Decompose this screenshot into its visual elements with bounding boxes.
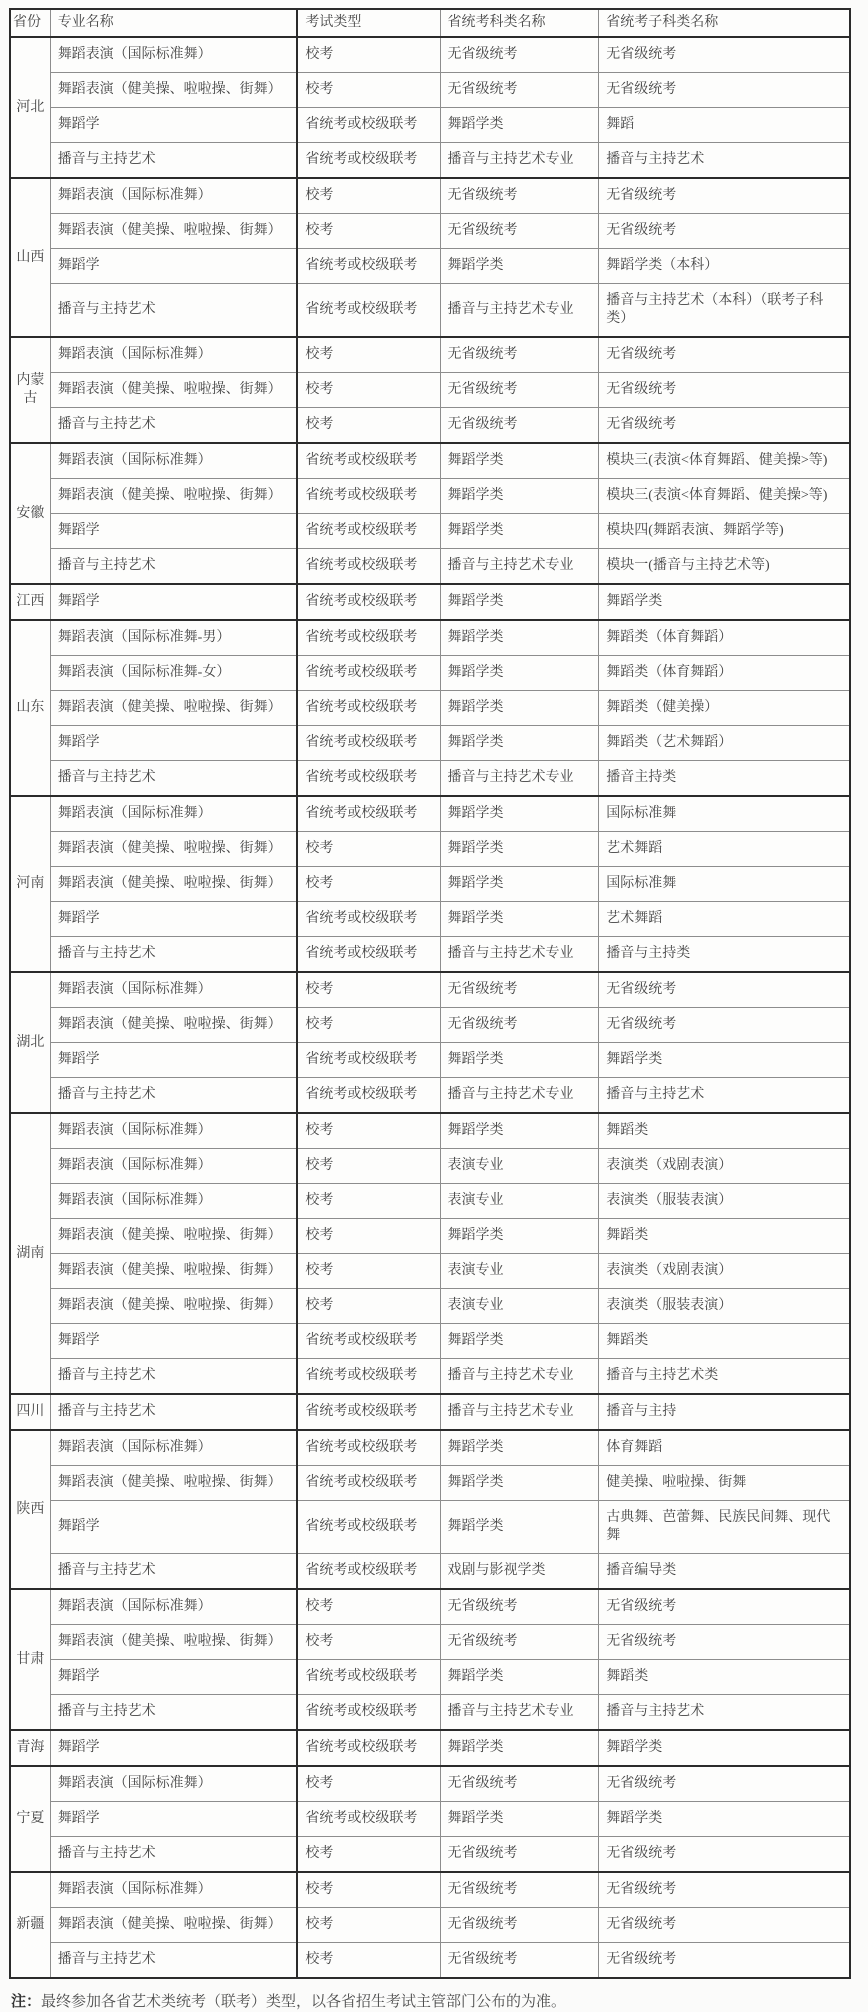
cell-exam-type: 省统考或校级联考 <box>297 249 440 284</box>
cell-category: 表演专业 <box>440 1184 599 1219</box>
cell-exam-type: 省统考或校级联考 <box>297 656 440 691</box>
cell-exam-type: 校考 <box>297 1943 440 1979</box>
cell-exam-type: 校考 <box>297 178 440 214</box>
cell-major: 舞蹈表演（国际标准舞） <box>50 337 297 373</box>
table-row <box>10 1219 850 1254</box>
cell-exam-type: 省统考或校级联考 <box>297 1802 440 1837</box>
cell-major: 舞蹈表演（健美操、啦啦操、街舞） <box>50 1219 297 1254</box>
cell-exam-type: 校考 <box>297 972 440 1008</box>
cell-subcategory: 播音与主持艺术 <box>599 1695 850 1731</box>
cell-exam-type: 省统考或校级联考 <box>297 514 440 549</box>
cell-major: 播音与主持艺术 <box>50 1394 297 1430</box>
cell-exam-type: 校考 <box>297 1184 440 1219</box>
cell-exam-type: 校考 <box>297 1113 440 1149</box>
cell-exam-type: 省统考或校级联考 <box>297 143 440 179</box>
table-row <box>10 284 850 338</box>
cell-category: 无省级统考 <box>440 337 599 373</box>
cell-subcategory: 舞蹈类（体育舞蹈） <box>599 620 850 656</box>
footnote-label: 注： <box>11 1994 42 2010</box>
cell-major: 舞蹈表演（国际标准舞） <box>50 1430 297 1466</box>
exam-category-table <box>9 8 851 1979</box>
table-row <box>10 337 850 373</box>
cell-major: 舞蹈表演（健美操、啦啦操、街舞） <box>50 1908 297 1943</box>
table-row <box>10 1872 850 1908</box>
table-row <box>10 1078 850 1114</box>
cell-exam-type: 校考 <box>297 1254 440 1289</box>
cell-category: 播音与主持艺术专业 <box>440 143 599 179</box>
province-cell: 宁夏 <box>10 1766 50 1872</box>
table-row <box>10 1625 850 1660</box>
cell-major: 舞蹈学 <box>50 1043 297 1078</box>
cell-exam-type: 校考 <box>297 1289 440 1324</box>
cell-exam-type: 校考 <box>297 1625 440 1660</box>
table-row <box>10 1554 850 1590</box>
column-header: 考试类型 <box>297 9 440 37</box>
cell-subcategory: 表演类（戏剧表演） <box>599 1149 850 1184</box>
cell-category: 舞蹈学类 <box>440 1466 599 1501</box>
table-row <box>10 479 850 514</box>
cell-major: 舞蹈表演（国际标准舞） <box>50 1184 297 1219</box>
cell-category: 无省级统考 <box>440 1943 599 1979</box>
cell-subcategory: 无省级统考 <box>599 337 850 373</box>
cell-category: 舞蹈学类 <box>440 1802 599 1837</box>
cell-subcategory: 播音主持类 <box>599 761 850 797</box>
cell-subcategory: 播音与主持艺术 <box>599 143 850 179</box>
table-row <box>10 1501 850 1554</box>
column-header: 省统考子科类名称 <box>599 9 850 37</box>
cell-major: 舞蹈表演（国际标准舞） <box>50 443 297 479</box>
cell-category: 舞蹈学类 <box>440 726 599 761</box>
cell-category: 舞蹈学类 <box>440 620 599 656</box>
table-row <box>10 1837 850 1873</box>
cell-subcategory: 无省级统考 <box>599 37 850 73</box>
cell-subcategory: 无省级统考 <box>599 214 850 249</box>
table-row <box>10 108 850 143</box>
cell-subcategory: 表演类（服装表演） <box>599 1184 850 1219</box>
cell-exam-type: 省统考或校级联考 <box>297 620 440 656</box>
cell-subcategory: 无省级统考 <box>599 1008 850 1043</box>
cell-category: 舞蹈学类 <box>440 867 599 902</box>
cell-category: 无省级统考 <box>440 1008 599 1043</box>
cell-exam-type: 省统考或校级联考 <box>297 902 440 937</box>
cell-category: 播音与主持艺术专业 <box>440 549 599 585</box>
province-cell: 湖北 <box>10 972 50 1113</box>
cell-subcategory: 舞蹈学类 <box>599 1730 850 1766</box>
cell-exam-type: 省统考或校级联考 <box>297 1078 440 1114</box>
cell-category: 舞蹈学类 <box>440 832 599 867</box>
cell-exam-type: 省统考或校级联考 <box>297 726 440 761</box>
cell-subcategory: 无省级统考 <box>599 408 850 444</box>
cell-category: 舞蹈学类 <box>440 1113 599 1149</box>
cell-major: 舞蹈表演（国际标准舞-男） <box>50 620 297 656</box>
cell-category: 无省级统考 <box>440 972 599 1008</box>
cell-major: 舞蹈表演（健美操、啦啦操、街舞） <box>50 1466 297 1501</box>
cell-subcategory: 舞蹈类（艺术舞蹈） <box>599 726 850 761</box>
cell-category: 无省级统考 <box>440 408 599 444</box>
cell-category: 无省级统考 <box>440 73 599 108</box>
table-row <box>10 1430 850 1466</box>
cell-subcategory: 表演类（服装表演） <box>599 1289 850 1324</box>
cell-subcategory: 舞蹈类（体育舞蹈） <box>599 656 850 691</box>
cell-category: 播音与主持艺术专业 <box>440 1078 599 1114</box>
table-row <box>10 1008 850 1043</box>
cell-major: 播音与主持艺术 <box>50 1078 297 1114</box>
cell-subcategory: 健美操、啦啦操、街舞 <box>599 1466 850 1501</box>
cell-major: 舞蹈学 <box>50 726 297 761</box>
cell-major: 舞蹈表演（健美操、啦啦操、街舞） <box>50 479 297 514</box>
cell-category: 无省级统考 <box>440 1766 599 1802</box>
cell-major: 舞蹈表演（健美操、啦啦操、街舞） <box>50 1254 297 1289</box>
cell-category: 播音与主持艺术专业 <box>440 761 599 797</box>
cell-category: 表演专业 <box>440 1149 599 1184</box>
cell-major: 播音与主持艺术 <box>50 1837 297 1873</box>
cell-major: 舞蹈表演（健美操、啦啦操、街舞） <box>50 1625 297 1660</box>
cell-major: 舞蹈表演（国际标准舞） <box>50 972 297 1008</box>
cell-subcategory: 舞蹈类 <box>599 1113 850 1149</box>
cell-exam-type: 校考 <box>297 1837 440 1873</box>
cell-subcategory: 播音与主持艺术类 <box>599 1359 850 1395</box>
cell-subcategory: 艺术舞蹈 <box>599 832 850 867</box>
cell-exam-type: 省统考或校级联考 <box>297 1660 440 1695</box>
cell-exam-type: 省统考或校级联考 <box>297 691 440 726</box>
cell-exam-type: 校考 <box>297 1149 440 1184</box>
cell-exam-type: 省统考或校级联考 <box>297 584 440 620</box>
province-cell: 河北 <box>10 37 50 178</box>
column-header: 省统考科类名称 <box>440 9 599 37</box>
cell-major: 播音与主持艺术 <box>50 1359 297 1395</box>
table-row <box>10 73 850 108</box>
cell-major: 舞蹈表演（健美操、啦啦操、街舞） <box>50 867 297 902</box>
cell-major: 播音与主持艺术 <box>50 549 297 585</box>
cell-category: 播音与主持艺术专业 <box>440 1695 599 1731</box>
cell-subcategory: 播音与主持类 <box>599 937 850 973</box>
table-row <box>10 1359 850 1395</box>
cell-major: 舞蹈学 <box>50 1324 297 1359</box>
cell-subcategory: 国际标准舞 <box>599 796 850 832</box>
table-row <box>10 937 850 973</box>
table-row <box>10 1589 850 1625</box>
table-row <box>10 249 850 284</box>
cell-exam-type: 校考 <box>297 867 440 902</box>
cell-category: 无省级统考 <box>440 214 599 249</box>
cell-major: 播音与主持艺术 <box>50 284 297 338</box>
cell-major: 舞蹈学 <box>50 108 297 143</box>
cell-exam-type: 校考 <box>297 373 440 408</box>
cell-category: 舞蹈学类 <box>440 108 599 143</box>
cell-exam-type: 省统考或校级联考 <box>297 443 440 479</box>
cell-major: 舞蹈学 <box>50 514 297 549</box>
cell-major: 舞蹈表演（国际标准舞） <box>50 796 297 832</box>
cell-category: 舞蹈学类 <box>440 1324 599 1359</box>
cell-exam-type: 校考 <box>297 1872 440 1908</box>
cell-exam-type: 校考 <box>297 408 440 444</box>
cell-subcategory: 无省级统考 <box>599 1625 850 1660</box>
cell-subcategory: 舞蹈学类（本科） <box>599 249 850 284</box>
cell-major: 舞蹈表演（健美操、啦啦操、街舞） <box>50 73 297 108</box>
cell-major: 舞蹈表演（国际标准舞） <box>50 1113 297 1149</box>
cell-exam-type: 校考 <box>297 1219 440 1254</box>
cell-category: 无省级统考 <box>440 1625 599 1660</box>
cell-exam-type: 省统考或校级联考 <box>297 796 440 832</box>
cell-exam-type: 校考 <box>297 214 440 249</box>
table-row <box>10 1324 850 1359</box>
cell-major: 舞蹈学 <box>50 249 297 284</box>
province-cell: 江西 <box>10 584 50 620</box>
cell-major: 舞蹈学 <box>50 1501 297 1554</box>
cell-exam-type: 省统考或校级联考 <box>297 1554 440 1590</box>
table-row <box>10 867 850 902</box>
cell-subcategory: 舞蹈学类 <box>599 584 850 620</box>
table-row <box>10 620 850 656</box>
cell-exam-type: 省统考或校级联考 <box>297 479 440 514</box>
cell-major: 舞蹈表演（国际标准舞） <box>50 1872 297 1908</box>
table-row <box>10 832 850 867</box>
cell-subcategory: 舞蹈学类 <box>599 1802 850 1837</box>
cell-major: 播音与主持艺术 <box>50 761 297 797</box>
cell-subcategory: 国际标准舞 <box>599 867 850 902</box>
cell-exam-type: 校考 <box>297 1766 440 1802</box>
header-row <box>10 9 850 37</box>
cell-subcategory: 无省级统考 <box>599 1872 850 1908</box>
cell-exam-type: 校考 <box>297 832 440 867</box>
cell-major: 舞蹈表演（健美操、啦啦操、街舞） <box>50 1289 297 1324</box>
cell-exam-type: 省统考或校级联考 <box>297 761 440 797</box>
province-cell: 安徽 <box>10 443 50 584</box>
table-row <box>10 143 850 179</box>
cell-major: 舞蹈学 <box>50 1660 297 1695</box>
province-cell: 山东 <box>10 620 50 796</box>
cell-major: 播音与主持艺术 <box>50 1695 297 1731</box>
province-cell: 甘肃 <box>10 1589 50 1730</box>
cell-category: 无省级统考 <box>440 1872 599 1908</box>
cell-category: 舞蹈学类 <box>440 514 599 549</box>
province-cell: 四川 <box>10 1394 50 1430</box>
table-row <box>10 1695 850 1731</box>
cell-major: 播音与主持艺术 <box>50 408 297 444</box>
province-cell: 河南 <box>10 796 50 972</box>
cell-exam-type: 校考 <box>297 1589 440 1625</box>
cell-major: 舞蹈表演（国际标准舞） <box>50 178 297 214</box>
cell-major: 舞蹈表演（健美操、啦啦操、街舞） <box>50 1008 297 1043</box>
cell-major: 舞蹈表演（国际标准舞） <box>50 1589 297 1625</box>
cell-category: 舞蹈学类 <box>440 443 599 479</box>
table-header <box>10 9 850 37</box>
cell-category: 舞蹈学类 <box>440 479 599 514</box>
cell-exam-type: 省统考或校级联考 <box>297 1394 440 1430</box>
table-row <box>10 373 850 408</box>
cell-subcategory: 无省级统考 <box>599 1837 850 1873</box>
cell-subcategory: 舞蹈学类 <box>599 1043 850 1078</box>
province-cell: 湖南 <box>10 1113 50 1394</box>
table-row <box>10 1394 850 1430</box>
cell-category: 舞蹈学类 <box>440 1219 599 1254</box>
table-row <box>10 902 850 937</box>
cell-exam-type: 校考 <box>297 1008 440 1043</box>
cell-major: 舞蹈学 <box>50 1802 297 1837</box>
cell-exam-type: 省统考或校级联考 <box>297 1430 440 1466</box>
table-row <box>10 1943 850 1979</box>
cell-major: 播音与主持艺术 <box>50 1554 297 1590</box>
cell-subcategory: 模块三(表演<体育舞蹈、健美操>等) <box>599 443 850 479</box>
footnote <box>11 1992 860 2012</box>
cell-category: 无省级统考 <box>440 1837 599 1873</box>
cell-category: 舞蹈学类 <box>440 1660 599 1695</box>
column-header: 专业名称 <box>50 9 297 37</box>
cell-subcategory: 舞蹈 <box>599 108 850 143</box>
cell-major: 舞蹈表演（国际标准舞） <box>50 37 297 73</box>
cell-subcategory: 舞蹈类（健美操） <box>599 691 850 726</box>
cell-subcategory: 播音与主持艺术（本科）（联考子科类） <box>599 284 850 338</box>
cell-exam-type: 省统考或校级联考 <box>297 1466 440 1501</box>
cell-category: 舞蹈学类 <box>440 1730 599 1766</box>
cell-major: 播音与主持艺术 <box>50 937 297 973</box>
table-row <box>10 1254 850 1289</box>
cell-subcategory: 舞蹈类 <box>599 1660 850 1695</box>
table-row <box>10 514 850 549</box>
table-row <box>10 656 850 691</box>
cell-subcategory: 模块三(表演<体育舞蹈、健美操>等) <box>599 479 850 514</box>
cell-category: 舞蹈学类 <box>440 249 599 284</box>
cell-category: 戏剧与影视学类 <box>440 1554 599 1590</box>
cell-subcategory: 播音与主持艺术 <box>599 1078 850 1114</box>
cell-category: 表演专业 <box>440 1289 599 1324</box>
cell-exam-type: 省统考或校级联考 <box>297 1359 440 1395</box>
cell-subcategory: 古典舞、芭蕾舞、民族民间舞、现代舞 <box>599 1501 850 1554</box>
table-row <box>10 178 850 214</box>
cell-category: 无省级统考 <box>440 1589 599 1625</box>
cell-category: 舞蹈学类 <box>440 584 599 620</box>
cell-category: 舞蹈学类 <box>440 656 599 691</box>
cell-category: 无省级统考 <box>440 373 599 408</box>
footnote-text: 最终参加各省艺术类统考（联考）类型，以各省招生考试主管部门公布的为准。 <box>41 1994 567 2010</box>
table-row <box>10 584 850 620</box>
cell-major: 舞蹈表演（国际标准舞） <box>50 1149 297 1184</box>
cell-category: 舞蹈学类 <box>440 691 599 726</box>
cell-subcategory: 无省级统考 <box>599 972 850 1008</box>
cell-category: 无省级统考 <box>440 1908 599 1943</box>
cell-subcategory: 无省级统考 <box>599 1943 850 1979</box>
cell-exam-type: 省统考或校级联考 <box>297 1324 440 1359</box>
cell-major: 舞蹈表演（国际标准舞） <box>50 1766 297 1802</box>
cell-category: 播音与主持艺术专业 <box>440 937 599 973</box>
cell-subcategory: 播音与主持 <box>599 1394 850 1430</box>
cell-major: 播音与主持艺术 <box>50 143 297 179</box>
table-row <box>10 726 850 761</box>
cell-category: 舞蹈学类 <box>440 1430 599 1466</box>
cell-subcategory: 无省级统考 <box>599 73 850 108</box>
table-row <box>10 37 850 73</box>
table-row <box>10 1766 850 1802</box>
table-row <box>10 761 850 797</box>
cell-major: 舞蹈表演（健美操、啦啦操、街舞） <box>50 214 297 249</box>
cell-exam-type: 校考 <box>297 73 440 108</box>
table-row <box>10 1113 850 1149</box>
cell-major: 舞蹈表演（国际标准舞-女） <box>50 656 297 691</box>
cell-subcategory: 模块四(舞蹈表演、舞蹈学等) <box>599 514 850 549</box>
cell-exam-type: 校考 <box>297 337 440 373</box>
cell-category: 播音与主持艺术专业 <box>440 1359 599 1395</box>
province-cell: 青海 <box>10 1730 50 1766</box>
cell-category: 无省级统考 <box>440 37 599 73</box>
province-cell: 山西 <box>10 178 50 337</box>
province-cell: 陕西 <box>10 1430 50 1589</box>
cell-exam-type: 省统考或校级联考 <box>297 1695 440 1731</box>
cell-exam-type: 省统考或校级联考 <box>297 108 440 143</box>
cell-category: 舞蹈学类 <box>440 1043 599 1078</box>
cell-subcategory: 播音编导类 <box>599 1554 850 1590</box>
cell-subcategory: 模块一(播音与主持艺术等) <box>599 549 850 585</box>
cell-subcategory: 体育舞蹈 <box>599 1430 850 1466</box>
table-row <box>10 549 850 585</box>
cell-subcategory: 无省级统考 <box>599 1589 850 1625</box>
table-row <box>10 214 850 249</box>
table-row <box>10 408 850 444</box>
cell-exam-type: 省统考或校级联考 <box>297 549 440 585</box>
column-header: 省份 <box>10 9 50 37</box>
cell-category: 舞蹈学类 <box>440 902 599 937</box>
cell-category: 播音与主持艺术专业 <box>440 1394 599 1430</box>
cell-subcategory: 舞蹈类 <box>599 1219 850 1254</box>
table-row <box>10 1043 850 1078</box>
cell-subcategory: 舞蹈类 <box>599 1324 850 1359</box>
cell-subcategory: 无省级统考 <box>599 178 850 214</box>
cell-exam-type: 省统考或校级联考 <box>297 284 440 338</box>
cell-subcategory: 无省级统考 <box>599 1766 850 1802</box>
cell-category: 播音与主持艺术专业 <box>440 284 599 338</box>
table-row <box>10 1184 850 1219</box>
cell-major: 舞蹈学 <box>50 584 297 620</box>
cell-major: 舞蹈学 <box>50 1730 297 1766</box>
cell-major: 播音与主持艺术 <box>50 1943 297 1979</box>
table-row <box>10 1802 850 1837</box>
table-row <box>10 1730 850 1766</box>
cell-major: 舞蹈学 <box>50 902 297 937</box>
cell-exam-type: 校考 <box>297 1908 440 1943</box>
table-row <box>10 1149 850 1184</box>
cell-major: 舞蹈表演（健美操、啦啦操、街舞） <box>50 373 297 408</box>
province-cell: 新疆 <box>10 1872 50 1978</box>
table-row <box>10 443 850 479</box>
cell-major: 舞蹈表演（健美操、啦啦操、街舞） <box>50 832 297 867</box>
province-cell: 内蒙古 <box>10 337 50 443</box>
table-row <box>10 1466 850 1501</box>
table-row <box>10 1908 850 1943</box>
table-body <box>10 37 850 1978</box>
cell-exam-type: 省统考或校级联考 <box>297 1501 440 1554</box>
cell-subcategory: 无省级统考 <box>599 373 850 408</box>
cell-category: 舞蹈学类 <box>440 1501 599 1554</box>
cell-exam-type: 校考 <box>297 37 440 73</box>
cell-exam-type: 省统考或校级联考 <box>297 1043 440 1078</box>
cell-subcategory: 表演类（戏剧表演） <box>599 1254 850 1289</box>
cell-major: 舞蹈表演（健美操、啦啦操、街舞） <box>50 691 297 726</box>
table-row <box>10 972 850 1008</box>
table-row <box>10 1660 850 1695</box>
cell-category: 表演专业 <box>440 1254 599 1289</box>
cell-subcategory: 无省级统考 <box>599 1908 850 1943</box>
table-row <box>10 691 850 726</box>
cell-subcategory: 艺术舞蹈 <box>599 902 850 937</box>
cell-category: 无省级统考 <box>440 178 599 214</box>
cell-exam-type: 省统考或校级联考 <box>297 1730 440 1766</box>
table-row <box>10 1289 850 1324</box>
cell-exam-type: 省统考或校级联考 <box>297 937 440 973</box>
table-row <box>10 796 850 832</box>
cell-category: 舞蹈学类 <box>440 796 599 832</box>
